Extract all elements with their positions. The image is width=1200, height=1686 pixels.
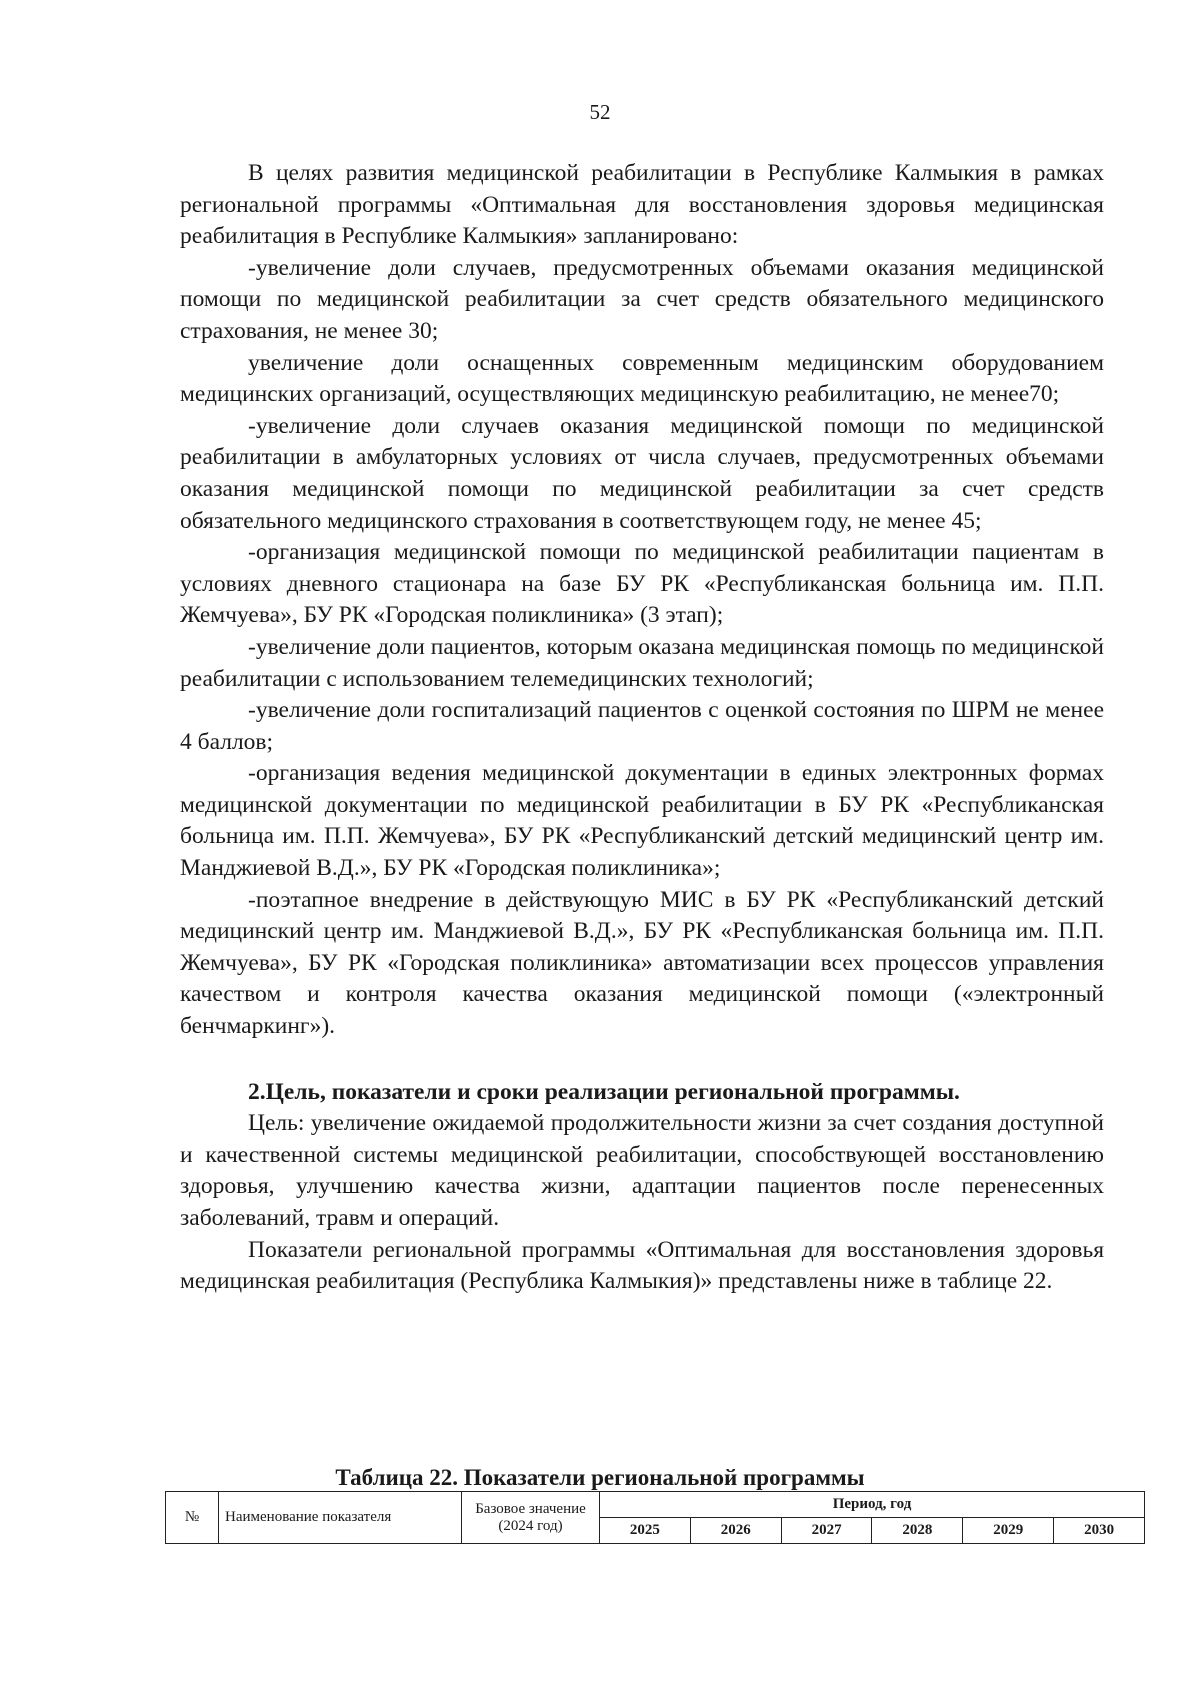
paragraph-intro: В целях развития медицинской реабилитации в Республике Калмыкия в рамках региональной программы «Оптимальная для восстановления здоровья медицинская реабилитация в Республике Калмыкия» запланировано: xyxy=(180,160,1104,250)
list-item: -организация ведения медицинской документации в единых электронных формах медицинской документации по медицинской реабилитации в БУ РК «Республиканская больница им. П.П. Жемчуева», БУ РК «Республиканский детский медицинский центр им. Манджиевой В.Д.», БУ РК «Городская поликлиника»; xyxy=(180,760,1104,882)
list-item: -увеличение доли пациентов, которым оказана медицинская помощь по медицинской реабилитации с использованием телемедицинских технологий; xyxy=(180,633,1104,692)
indicators-paragraph: Показатели региональной программы «Оптимальная для восстановления здоровья медицинская реабилитация (Республика Калмыкия)» представлены ниже в таблице 22. xyxy=(180,1236,1104,1295)
year-header: 2027 xyxy=(781,1518,872,1544)
indicators-table xyxy=(165,1491,1145,1544)
table-caption: Таблица 22. Показатели региональной программы xyxy=(335,1465,865,1490)
column-header-number: № xyxy=(166,1492,219,1544)
year-header: 2029 xyxy=(963,1518,1054,1544)
year-header: 2028 xyxy=(872,1518,963,1544)
page-number: 52 xyxy=(589,100,611,124)
list-item: -увеличение доли случаев, предусмотренных объемами оказания медицинской помощи по медицинской реабилитации за счет средств обязательного медицинского страхования, не менее 30; xyxy=(180,254,1104,344)
year-header: 2030 xyxy=(1054,1518,1145,1544)
column-header-base: Базовое значение (2024 год) xyxy=(462,1492,600,1544)
list-item: -увеличение доли госпитализаций пациентов с оценкой состояния по ШРМ не менее 4 баллов; xyxy=(180,697,1104,755)
column-header-period: Период, год xyxy=(600,1492,1145,1518)
year-header: 2025 xyxy=(600,1518,691,1544)
list-item: -увеличение доли случаев оказания медицинской помощи по медицинской реабилитации в амбулаторных условиях от числа случаев, предусмотренных объемами оказания медицинской помощи по медицинской реабилитации за счет средств обязательного медицинского страхования в соответствующем году, не менее 45; xyxy=(180,412,1104,534)
table-header-row xyxy=(166,1492,1145,1518)
goal-paragraph: Цель: увеличение ожидаемой продолжительности жизни за счет создания доступной и качественной системы медицинской реабилитации, способствующей восстановлению здоровья, улучшению качества жизни, адаптации пациентов после перенесенных заболеваний, травм и операций. xyxy=(180,1110,1104,1231)
section-heading: 2.Цель, показатели и сроки реализации региональной программы. xyxy=(248,1078,960,1105)
year-header: 2026 xyxy=(690,1518,781,1544)
list-item: -организация медицинской помощи по медицинской реабилитации пациентам в условиях дневного стационара на базе БУ РК «Республиканская больница им. П.П. Жемчуева», БУ РК «Городская поликлиника» (3 этап); xyxy=(180,539,1104,629)
list-item: увеличение доли оснащенных современным медицинским оборудованием медицинских организаций, осуществляющих медицинскую реабилитацию, не менее70; xyxy=(180,349,1104,408)
list-item: -поэтапное внедрение в действующую МИС в БУ РК «Республиканский детский медицинский центр им. Манджиевой В.Д.», БУ РК «Республиканская больница им. П.П. Жемчуева», БУ РК «Городская поликлиника» автоматизации всех процессов управления качеством и контроля качества оказания медицинской помощи («электронный бенчмаркинг»). xyxy=(180,886,1104,1040)
document-body xyxy=(180,158,1104,1298)
column-header-name: Наименование показателя xyxy=(219,1492,462,1544)
